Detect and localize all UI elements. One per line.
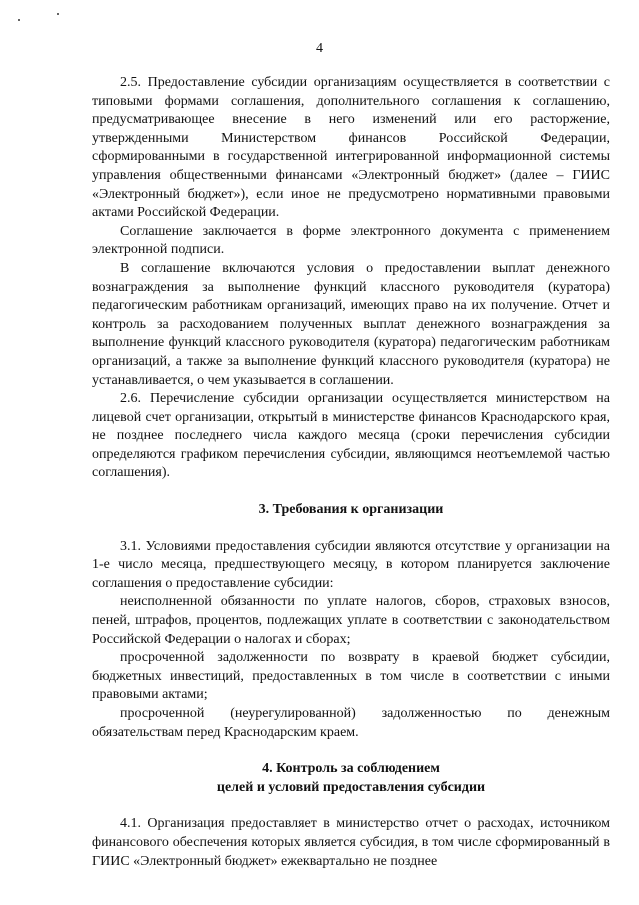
- spacer: [92, 742, 610, 760]
- paragraph: просроченной задолженности по возврату в краевой бюджет субсидии, бюджетных инвестиций, предоставленных в том числе в соответствии с иными правовыми актами;: [92, 650, 610, 703]
- paragraph: В соглашение включаются условия о предоставлении выплат денежного вознаграждения за выполнение функций классного руководителя (куратора) педагогическим работникам организаций, имеющих право на их получение. Отчет и контроль за расходованием полученных выплат денежного вознаграждения за выполнение функций классного руководителя (куратора) педагогическим работникам организаций, а также за выполнение функций классного руководителя (куратора) не устанавливается, о чем указывается в соглашении.: [92, 260, 610, 388]
- page-number: 4: [316, 41, 323, 56]
- scan-speck: [18, 19, 20, 21]
- heading-line: целей и условий предоставления субсидии: [216, 779, 486, 795]
- spacer: [92, 797, 610, 815]
- heading-line: 4. Контроль за соблюдением: [262, 761, 440, 777]
- paragraph: 2.6. Перечисление субсидии организации осуществляется министерством на лицевой счет организации, открытый в министерстве финансов Краснодарского края, не позднее последнего числа каждого месяца (сроки перечисления субсидии определяются графиком перечисления субсидии, являющимся неотъемлемой частью соглашения).: [92, 391, 610, 481]
- scan-speck: [57, 13, 59, 15]
- paragraph: просроченной (неурегулированной) задолженностью по денежным обязательствам перед Краснодарским краем.: [92, 706, 610, 740]
- document-body: [92, 74, 610, 871]
- paragraph: 3.1. Условиями предоставления субсидии являются отсутствие у организации на 1-е число месяца, предшествующего месяцу, в котором планируется заключение соглашения о предоставление субсидии:: [92, 538, 610, 591]
- paragraph: Соглашение заключается в форме электронного документа с применением электронной подписи.: [92, 223, 610, 258]
- heading-line: 3. Требования к организации: [258, 502, 444, 518]
- paragraph: 4.1. Организация предоставляет в министерство отчет о расходах, источником финансового обеспечения которых является субсидия, в том числе сформированный в ГИИС «Электронный бюджет» ежеквартально не позднее: [92, 816, 610, 869]
- section-heading: [92, 501, 610, 520]
- paragraph: неисполненной обязанности по уплате налогов, сборов, страховых взносов, пеней, штрафов, процентов, подлежащих уплате в соответствии с законодательством Российской Федерации о налогах и сборах;: [92, 594, 610, 647]
- spacer: [92, 520, 610, 538]
- spacer: [92, 483, 610, 501]
- paragraph: 2.5. Предоставление субсидии организациям осуществляется в соответствии с типовыми формами соглашения, дополнительного соглашения к соглашению, предусматривающее внесение в него изменений или его расторжение, утвержденными Министерством финансов Российской Федерации, сформированными в государственной интегрированной информационной системы управления общественными финансами «Электронный бюджет» (далее – ГИИС «Электронный бюджет»), если иное не предусмотрено нормативными правовыми актами Российской Федерации.: [92, 75, 610, 221]
- section-heading: [92, 760, 610, 797]
